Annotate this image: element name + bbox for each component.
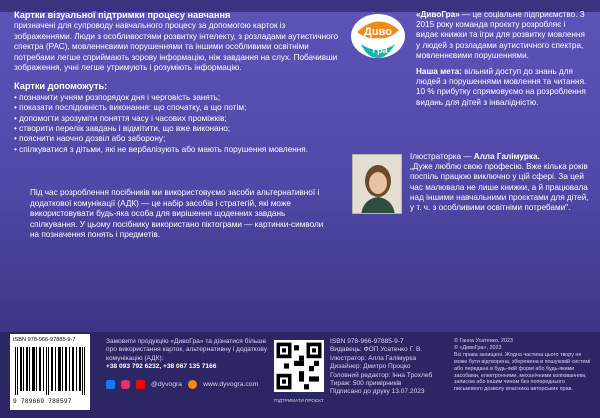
list-item: • створити перелік завдань і відмітити, що вже виконано;	[14, 124, 231, 134]
imprint-line: Видавець: ФОП Усатенко Г. В.	[330, 346, 423, 354]
illustrator-label: Ілюстраторка —	[410, 152, 474, 161]
barcode-number: 9 789669 788597	[13, 398, 72, 405]
imprint-line: Дизайнер: Дмитро Процко	[330, 363, 411, 371]
bullets-heading: Картки допоможуть:	[14, 81, 108, 92]
svg-text:Дuво: Дuво	[364, 26, 392, 38]
imprint-line: Ілюстратор: Алла Галімурка	[330, 354, 417, 362]
mission-paragraph	[416, 67, 588, 108]
illustrator-text	[410, 152, 590, 213]
globe-icon	[188, 380, 197, 389]
adk-paragraph: Під час розроблення посібників ми використовуємо засоби альтернативної і додаткової комунікації (АДК) — це набір засобів і стратегій, які може використовувати будь-яка особа для вирішення щоденних завдань спілкування. У цьому посібнику використано піктограми — картинки-символи на позначення понять і предметів.	[30, 188, 324, 240]
imprint-line: Головний редактор: Інна Трохлеб	[330, 371, 433, 379]
illustrator-photo	[352, 154, 402, 214]
youtube-icon[interactable]	[136, 380, 145, 389]
about-text: — це соціальне підприємство. З 2015 року команда проєкту розробляє і видає книжки та ігри для розвитку мовлення у людей з розладами аутистичного спектра, мовленнєвими порушеннями.	[416, 10, 585, 60]
copyright-line: © «ДивоГра», 2023	[454, 344, 502, 351]
mission-label: Наша мета:	[416, 67, 462, 77]
website-link[interactable]: www.dyvogra.com	[203, 381, 259, 388]
instagram-icon[interactable]	[121, 380, 130, 389]
barcode-isbn: ISBN 978-966-97885-9-7	[13, 337, 76, 343]
left-column	[14, 10, 344, 155]
imprint	[330, 338, 450, 397]
barcode	[10, 334, 90, 410]
svg-text:Гра: Гра	[372, 45, 388, 55]
list-item: • допомогти зрозуміти поняття часу і часових проміжків;	[14, 113, 227, 123]
order-text: Замовити продукцію «ДивоГра» та дізнатися більше про використання карток, альтернативну і додаткову комунікацію (АДК):	[106, 338, 268, 362]
benefits-list	[14, 93, 344, 155]
social-links	[106, 380, 258, 389]
phone-numbers[interactable]: +38 093 792 6232, +38 067 135 7166	[106, 363, 217, 371]
imprint-line: ISBN 978-966-97885-9-7	[330, 338, 404, 345]
about-paragraph	[416, 10, 588, 61]
barcode-bars	[15, 347, 85, 395]
social-handle[interactable]: @dyvogra	[151, 381, 183, 388]
dyvogra-logo	[349, 10, 407, 64]
qr-code[interactable]	[274, 340, 324, 392]
copyright-block	[454, 338, 594, 393]
list-item: • показати послідовність виконання: що спочатку, а що потім;	[14, 103, 247, 113]
mission-text: вільний доступ до знань для людей з порушеннями мовлення та читання. 10 % прибутку спрямовуємо на розроблення видань для дітей з інвалідністю.	[416, 67, 587, 107]
illustrator-block	[352, 146, 588, 238]
brand-name: «ДивоГра»	[416, 10, 460, 19]
copyright-notice: Всі права захищені. Жодна частина цього твору не може бути відтворена, збережена в пошуковій системі або передана в будь-якій формі або будь-якими засобами, електронними, механічними копіюванням, записом або іншим чином без попереднього письмового дозволу власника авторських прав.	[454, 351, 591, 393]
qr-label: ПІДТРИМАТИ ПРОЄКТ	[274, 398, 324, 403]
intro-paragraph: призначені для супроводу навчального процесу за допомогою карток із зображеннями. Люди з особливостями розвитку інтелекту, з розладами аутистичного спектра (РАС), мовленнєвими порушеннями та іншими особливими освітніми потребами легше сприймають зорову інформацію, ніж завдання на слух. Побачивши зображення, учні легше утримують і розуміють інформацію.	[14, 21, 339, 73]
imprint-line: Тираж: 500 примірників	[330, 380, 402, 388]
list-item: • позначити учням розпорядок дня і черговість занять;	[14, 92, 221, 102]
order-info	[106, 338, 276, 372]
illustrator-quote: „Дуже люблю свою професію. Вже кілька років поспіль працюю виключно у цій сфері. За цей час малювала не лише книжки, а й працювала над іншими навчальними проєктами для дітей, у т. ч. з особливими освітніми потребами".	[410, 162, 589, 213]
illustrator-name: Алла Галімурка.	[473, 152, 540, 161]
list-item: • пояснити наочно дозвіл або заборону;	[14, 134, 166, 144]
facebook-icon[interactable]	[106, 380, 115, 389]
copyright-line: © Ганна Усатенко, 2023	[454, 338, 513, 344]
imprint-line: Підписано до друку 13.07.2023	[330, 388, 425, 396]
cards-heading: Картки візуальної підтримки процесу навчання	[14, 10, 231, 20]
list-item: • спілкуватися з дітьми, які не вербалізують або мають порушення мовлення.	[14, 144, 309, 154]
about-column	[416, 10, 588, 108]
